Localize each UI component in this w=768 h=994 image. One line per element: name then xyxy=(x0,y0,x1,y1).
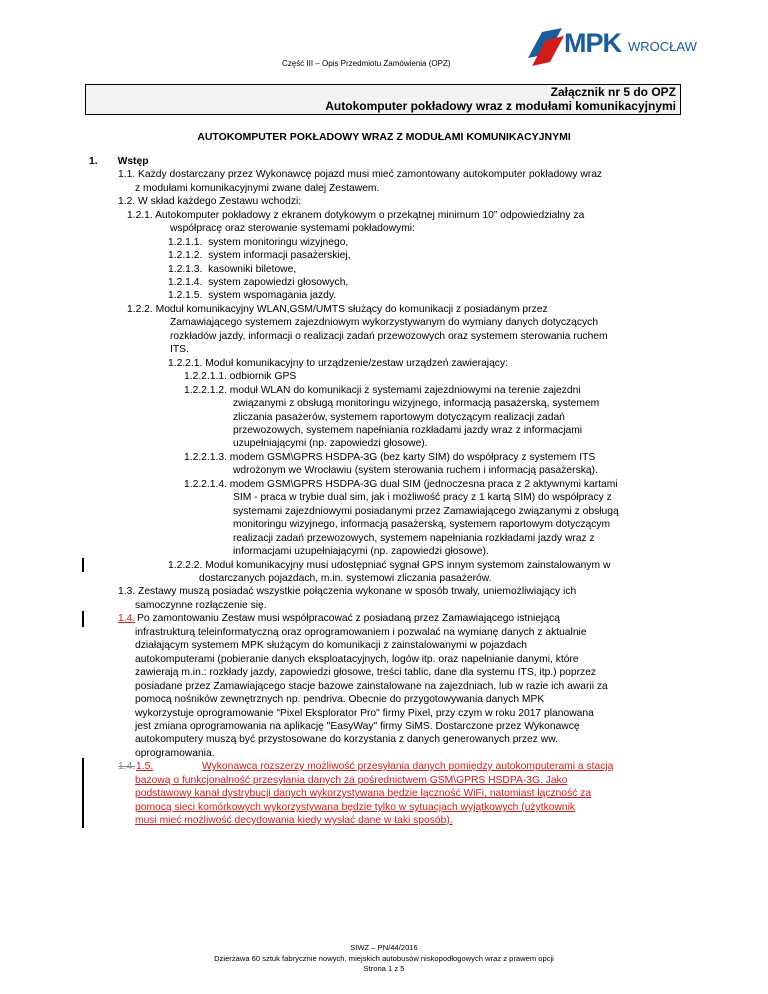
footer-line-2: Dzierżawa 60 sztuk fabrycznie nowych, miejskich autobusów niskopodłogowych wraz z prawem opcji xyxy=(214,953,554,963)
annex-box xyxy=(85,84,681,115)
text-line: jest zmiana oprogramowania na aplikację "EasyWay" firmy SiMS. Dostarczone przez Wykonawcę xyxy=(135,721,580,732)
document-title: AUTOKOMPUTER POKŁADOWY WRAZ Z MODUŁAMI KOMUNIKACYJNYMI xyxy=(197,131,571,143)
tracked-change-line: musi mieć możliwość decydowania kiedy wysłać dane w taki sposób). xyxy=(135,815,453,826)
text-line: współpracę oraz sterowanie systemami pokładowymi: xyxy=(170,223,415,234)
text-line: 1.2.2.1.2. moduł WLAN do komunikacji z systemami zajezdniowymi na terenie zajezdni xyxy=(184,385,581,396)
text-line: 1.2. W skład każdego Zestawu wchodzi: xyxy=(118,196,302,207)
text-line: 1.2.2.1.4. modem GSM\GPRS HSDPA-3G dual SIM (jednoczesna praca z 2 aktywnymi kartami xyxy=(184,479,618,490)
text-line: autokomputery muszą być przystosowane do korzystania z danych generowanych przez ww. xyxy=(135,734,558,745)
text-line: 1.2.2.1.3. modem GSM\GPRS HSDPA-3G (bez karty SIM) do współpracy z systemem ITS xyxy=(184,452,596,463)
text-line: Zamawiającego systemem zajezdniowym wykorzystywanym do wymiany danych dotyczących xyxy=(170,317,599,328)
text-line: 1.1. Każdy dostarczany przez Wykonawcę pojazd musi mieć zamontowany autokomputer pokładowy wraz xyxy=(118,169,603,180)
text-line: 1.2.2.2. Moduł komunikacyjny musi udostępniać sygnał GPS innym systemom zainstalowanym w xyxy=(168,560,611,571)
tracked-change-line: Wykonawca rozszerzy możliwość przesyłania danych pomiędzy autokomputerami a stacją xyxy=(202,761,614,772)
text-line: SIM - praca w trybie dual sim, jak i możliwość pracy z 1 kartą SIM) do współpracy z xyxy=(233,492,612,503)
text-line: wdrożonym we Wrocławiu (system sterowania ruchem i informacją pasażerską). xyxy=(233,465,598,476)
text-line: monitoringu wizyjnego, informacją pasażerską, systemem raportowym dotyczącym xyxy=(233,519,611,530)
text-line: dostarczanych pojazdach, m.in. systemowi zliczania pasażerów. xyxy=(199,573,492,584)
mpk-logo xyxy=(522,22,697,74)
text-line: samoczynne rozłączenie się. xyxy=(135,600,267,611)
deleted-number: 1.4. xyxy=(118,761,136,772)
list-item: 1.2.1.2. system informacji pasażerskiej, xyxy=(168,250,351,261)
section-number-1-4: 1.4. xyxy=(118,613,136,624)
text-line: informacjami uzupełniającymi (np. zapowiedzi głosowe). xyxy=(233,546,489,557)
text-line: 1.2.1. Autokomputer pokładowy z ekranem dotykowym o przekątnej minimum 10” odpowiedzialny za xyxy=(127,210,585,221)
tracked-change-line: bazową o funkcjonalność przesyłania danych za pośrednictwem GSM\GPRS HSDPA-3G. Jako xyxy=(135,775,568,786)
text-line: posiadane przez Zamawiającego stacje bazowe zainstalowane na zajezdniach, lub w razie ich awarii za xyxy=(135,681,608,692)
page-number: Strona 1 z 5 xyxy=(363,964,405,973)
text-line: uzupełniającymi (np. zapowiedzi głosowe). xyxy=(233,438,428,449)
text-line: wykorzystuje oprogramowanie "Pixel Eksplorator Pro" firmy Pixel, przy czym w roku 2017 planowana xyxy=(135,708,594,719)
text-line: działającym systemem MPK służącym do komunikacji z zainstalowanymi w pojazdach xyxy=(135,640,527,651)
list-item: 1.2.1.3. kasowniki biletowe, xyxy=(168,264,297,275)
logo-brand: MPK xyxy=(564,28,621,58)
text-line: infrastrukturą teleinformatyczną oraz oprogramowaniem i pozwalać na wymianę danych z aktualnie xyxy=(135,627,587,638)
text-line: zliczania pasażerów, systemem raportowym dotyczącym realizacji zadań xyxy=(233,412,565,423)
tracked-change-line: pomocą sieci komórkowych wykorzystywana będzie tylko w sytuacjach wyjątkowych (użytkownik xyxy=(135,802,576,813)
text-line: pomocą nośników zewnętrznych np. pendriva. Obecnie do przygotowywania danych MPK xyxy=(135,694,545,705)
text-line: zawierają m.in.: rozkłady jazdy, zapowiedzi głosowe, treści tablic, dane dla systemu ITS, itp.) poprzez xyxy=(135,667,597,678)
text-line: Po zamontowaniu Zestaw musi współpracować z posiadaną przez Zamawiającego istniejącą xyxy=(137,613,560,624)
change-bar xyxy=(82,758,84,828)
footer-line-1: SIWZ – PN/44/2016 xyxy=(350,943,418,952)
page-footer xyxy=(0,943,768,975)
text-line: rozkładów jazdy, informacji o realizacji zadań przewozowych oraz systemem sterowania ruchem xyxy=(170,331,608,342)
section-number-1-5: 1.5. xyxy=(136,761,154,772)
logo-mark-icon xyxy=(522,22,566,70)
text-line: autokomputerami (pobieranie danych eksploatacyjnych, logów itp. oraz napełnianie danymi, które xyxy=(135,654,579,665)
text-line: 1.3. Zestawy muszą posiadać wszystkie połączenia wykonane w sposób trwały, uniemożliwiający ich xyxy=(118,586,577,597)
list-item: 1.2.1.4. system zapowiedzi głosowych, xyxy=(168,277,349,288)
change-bar xyxy=(82,611,84,627)
text-line: 1.2.2.1. Moduł komunikacyjny to urządzenie/zestaw urządzeń zawierający: xyxy=(168,358,508,369)
page-header: Część III – Opis Przedmiotu Zamówienia (OPZ) xyxy=(282,59,451,68)
text-line: 1.2.2. Moduł komunikacyjny WLAN,GSM/UMTS służący do komunikacji z posiadanym przez xyxy=(127,304,548,315)
list-item: 1.2.1.1. system monitoringu wizyjnego, xyxy=(168,237,349,248)
text-line: przewozowych, systemem napełniania rozkładami jazdy wraz z informacjami xyxy=(233,425,583,436)
annex-line-2: Autokomputer pokładowy wraz z modułami komunikacyjnymi xyxy=(325,99,676,113)
list-item: 1.2.2.1.1. odbiornik GPS xyxy=(184,371,297,382)
tracked-change-line: podstawowy kanał dystrybucji danych wykorzystywana będzie łączność WiFi, natomiast łączność za xyxy=(135,788,592,799)
text-line: ITS. xyxy=(170,344,189,355)
text-line: z modułami komunikacyjnymi zwane dalej Zestawem. xyxy=(135,183,380,194)
list-item: 1.2.1.5. system wspomagania jazdy. xyxy=(168,290,337,301)
text-line: systemami zajezdniowymi posiadanymi przez Zamawiającego związanymi z obsługą xyxy=(233,506,619,517)
logo-city: WROCŁAW xyxy=(628,39,697,54)
section-heading: 1. Wstęp xyxy=(89,156,149,167)
change-bar xyxy=(82,558,84,572)
text-line: oprogramowania. xyxy=(135,748,215,759)
annex-line-1: Załącznik nr 5 do OPZ xyxy=(550,85,676,99)
text-line: realizacji zadań przewozowych, systemem napełniania rozkładami jazdy wraz z xyxy=(233,533,595,544)
text-line: związanymi z obsługą monitoringu wizyjnego, informacją pasażerską, systemem xyxy=(233,398,600,409)
